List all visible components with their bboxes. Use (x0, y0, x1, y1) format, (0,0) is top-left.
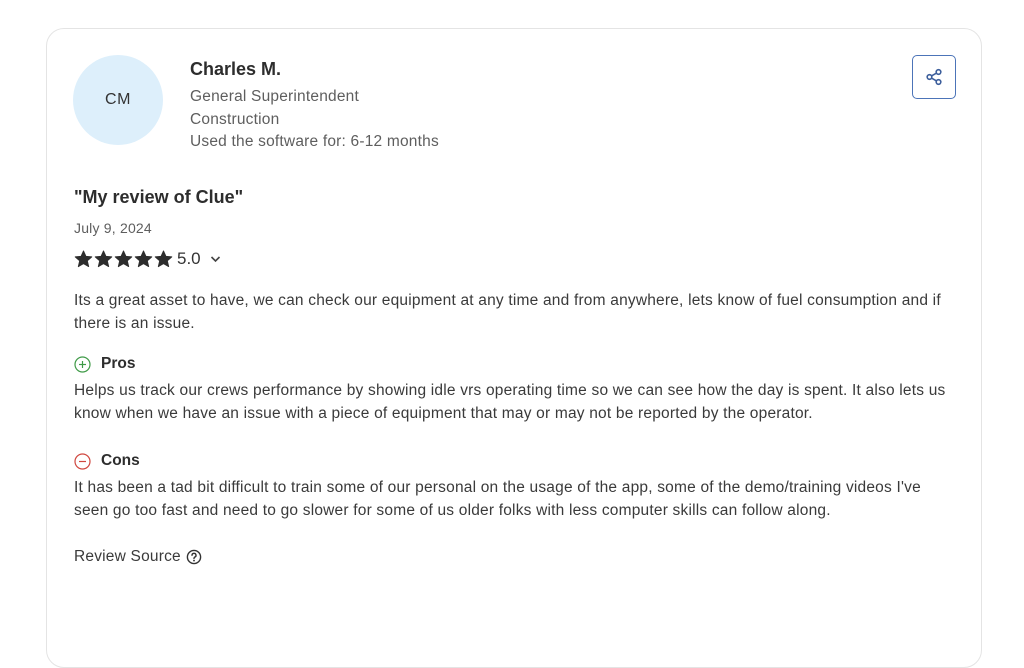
review-source (74, 548, 954, 566)
cons-header (74, 452, 954, 470)
reviewer-job-title: General Superintendent (190, 88, 359, 105)
star-icon (94, 250, 113, 268)
review-card (46, 28, 982, 668)
star-icon (154, 250, 173, 268)
avatar (73, 55, 163, 145)
cons-label: Cons (101, 452, 140, 469)
minus-circle-icon (74, 453, 91, 470)
star-icon (74, 250, 93, 268)
rating-score: 5.0 (177, 249, 201, 268)
review-source-help[interactable] (186, 549, 202, 565)
cons-text: It has been a tad bit difficult to train some of our personal on the usage of the app, some of the demo/training videos I've seen go too fast and need to go slower for some of us older folks with less computer skills can follow along. (74, 479, 921, 519)
star-rating (74, 250, 173, 268)
reviewer-name: Charles M. (190, 59, 282, 79)
share-icon (925, 68, 943, 86)
review-content (74, 187, 954, 566)
star-icon (134, 250, 153, 268)
review-title: "My review of Clue" (74, 187, 244, 207)
pros-text: Helps us track our crews performance by showing idle vrs operating time so we can see how the day is spent. It also lets us know when we have an issue with a piece of equipment that may or may not be reported by the operator. (74, 382, 946, 422)
pros-header (74, 355, 954, 373)
chevron-down-icon (210, 255, 221, 263)
review-summary: Its a great asset to have, we can check our equipment at any time and from anywhere, lets know of fuel consumption and if there is an issue. (74, 292, 941, 332)
review-date: July 9, 2024 (74, 220, 152, 236)
plus-circle-icon (74, 356, 91, 373)
pros-label: Pros (101, 355, 136, 372)
reviewer-industry: Construction (190, 110, 280, 128)
star-icon (114, 250, 133, 268)
rating-row (74, 247, 954, 271)
review-source-label: Review Source (74, 548, 181, 565)
question-circle-icon (186, 549, 202, 565)
share-button[interactable] (912, 55, 956, 99)
rating-details-toggle[interactable] (210, 255, 221, 263)
reviewer-info (190, 59, 439, 154)
avatar-initials: CM (105, 91, 131, 108)
reviewer-usage: Used the software for: 6-12 months (190, 133, 439, 150)
